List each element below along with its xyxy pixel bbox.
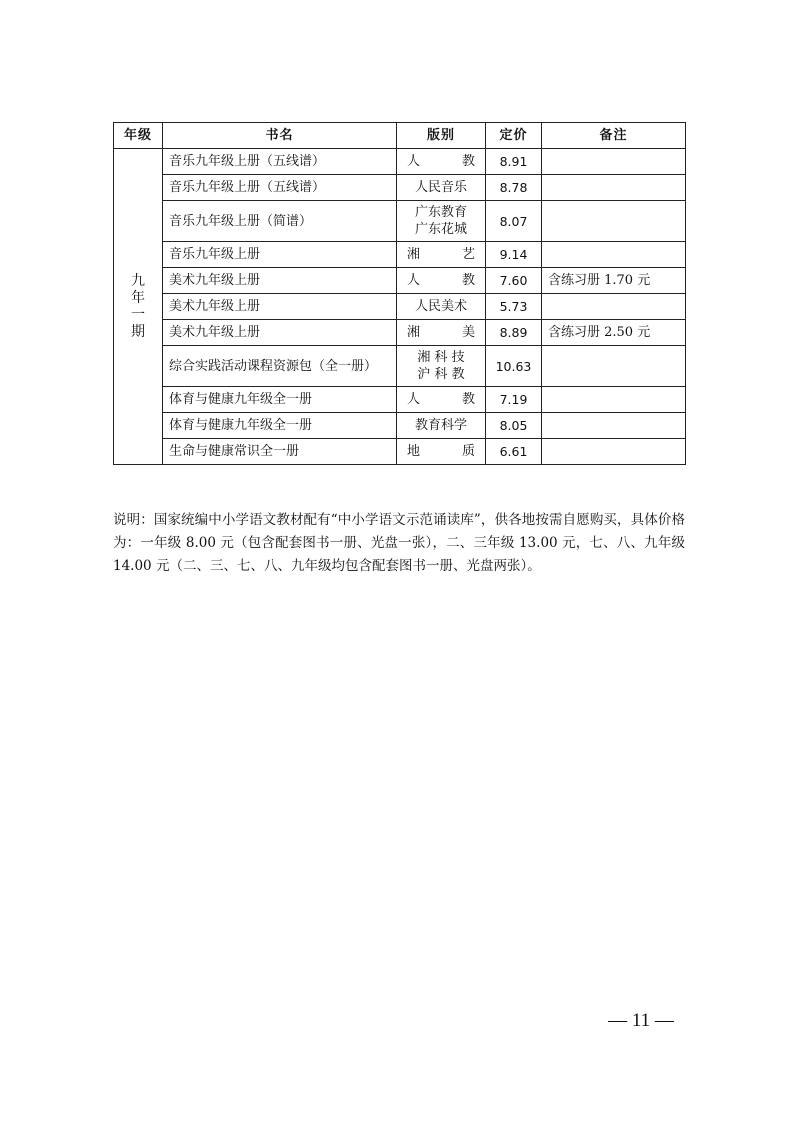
table-row — [114, 320, 686, 346]
grade-cell — [114, 149, 163, 465]
publisher-cell — [397, 346, 486, 387]
book-name-cell: 音乐九年级上册（五线谱） — [163, 175, 397, 201]
publisher-cell — [397, 268, 486, 294]
publisher-part: 人 — [407, 273, 421, 288]
publisher-line: 人民美术 — [414, 299, 467, 314]
publisher-cell — [397, 149, 486, 175]
price-cell: 6.61 — [486, 439, 542, 465]
book-name-cell: 音乐九年级上册 — [163, 242, 397, 268]
publisher-part: 艺 — [461, 247, 475, 262]
page-number: — 11 — — [608, 1010, 674, 1031]
header-note: 备注 — [542, 123, 686, 149]
explanatory-note: 说明：国家统编中小学语文教材配有“中小学语文示范诵读库”，供各地按需自愿购买，具体价格为：一年级 8.00 元（包含配套图书一册、光盘一张），二、三年级 13.00 元，七、八、九年级 14.00 元（二、三、七、八、九年级均包含配套图书一册、光盘两张）。 — [113, 511, 685, 574]
book-name-cell: 音乐九年级上册（简谱） — [163, 201, 397, 242]
book-name-cell: 美术九年级上册 — [163, 294, 397, 320]
publisher-part: 教 — [461, 154, 475, 169]
note-cell — [542, 413, 686, 439]
publisher-cell — [397, 242, 486, 268]
note-cell: 含练习册 2.50 元 — [542, 320, 686, 346]
publisher-line: 湘 科 技 — [417, 350, 465, 365]
book-name-cell: 音乐九年级上册（五线谱） — [163, 149, 397, 175]
table-body — [114, 149, 686, 465]
publisher-line: 广东花城 — [414, 222, 467, 237]
publisher-part: 湘 — [407, 325, 421, 340]
header-price: 定价 — [486, 123, 542, 149]
publisher-cell — [397, 320, 486, 346]
table-row — [114, 242, 686, 268]
grade-char: 一 — [131, 306, 145, 323]
note-cell — [542, 294, 686, 320]
price-cell: 8.05 — [486, 413, 542, 439]
table-row — [114, 201, 686, 242]
publisher-part: 教 — [461, 273, 475, 288]
publisher-line: 人民音乐 — [414, 180, 467, 195]
publisher-cell — [397, 175, 486, 201]
note-cell — [542, 242, 686, 268]
table-row — [114, 346, 686, 387]
note-cell — [542, 387, 686, 413]
grade-char: 年 — [131, 289, 145, 306]
note-cell — [542, 149, 686, 175]
note-cell: 含练习册 1.70 元 — [542, 268, 686, 294]
publisher-part: 教 — [461, 392, 475, 407]
book-name-cell: 体育与健康九年级全一册 — [163, 387, 397, 413]
table-row — [114, 439, 686, 465]
price-cell: 8.07 — [486, 201, 542, 242]
price-cell: 8.78 — [486, 175, 542, 201]
price-cell: 8.91 — [486, 149, 542, 175]
book-name-cell: 美术九年级上册 — [163, 268, 397, 294]
table-row — [114, 413, 686, 439]
table-row — [114, 268, 686, 294]
publisher-part: 质 — [461, 444, 475, 459]
publisher-part: 地 — [407, 444, 421, 459]
note-cell — [542, 201, 686, 242]
publisher-part: 湘 — [407, 247, 421, 262]
table-row — [114, 149, 686, 175]
table-row — [114, 294, 686, 320]
publisher-cell — [397, 387, 486, 413]
header-book-name: 书名 — [163, 123, 397, 149]
book-name-cell: 美术九年级上册 — [163, 320, 397, 346]
publisher-part: 人 — [407, 154, 421, 169]
table-row — [114, 387, 686, 413]
header-publisher: 版别 — [397, 123, 486, 149]
price-cell: 7.60 — [486, 268, 542, 294]
book-name-cell: 综合实践活动课程资源包（全一册） — [163, 346, 397, 387]
publisher-cell — [397, 294, 486, 320]
publisher-part: 美 — [461, 325, 475, 340]
publisher-line: 广东教育 — [414, 205, 467, 220]
publisher-line: 沪 科 教 — [417, 367, 465, 382]
table-row — [114, 175, 686, 201]
book-name-cell: 生命与健康常识全一册 — [163, 439, 397, 465]
header-grade: 年级 — [114, 123, 163, 149]
table-header-row — [114, 123, 686, 149]
price-cell: 8.89 — [486, 320, 542, 346]
publisher-cell — [397, 201, 486, 242]
publisher-line: 教育科学 — [414, 418, 467, 433]
note-cell — [542, 439, 686, 465]
publisher-cell — [397, 413, 486, 439]
textbook-price-table — [113, 122, 686, 465]
price-cell: 7.19 — [486, 387, 542, 413]
grade-char: 九 — [131, 272, 145, 289]
publisher-part: 人 — [407, 392, 421, 407]
price-cell: 10.63 — [486, 346, 542, 387]
grade-char: 期 — [131, 323, 145, 340]
book-name-cell: 体育与健康九年级全一册 — [163, 413, 397, 439]
publisher-cell — [397, 439, 486, 465]
note-cell — [542, 346, 686, 387]
price-cell: 9.14 — [486, 242, 542, 268]
price-cell: 5.73 — [486, 294, 542, 320]
note-cell — [542, 175, 686, 201]
